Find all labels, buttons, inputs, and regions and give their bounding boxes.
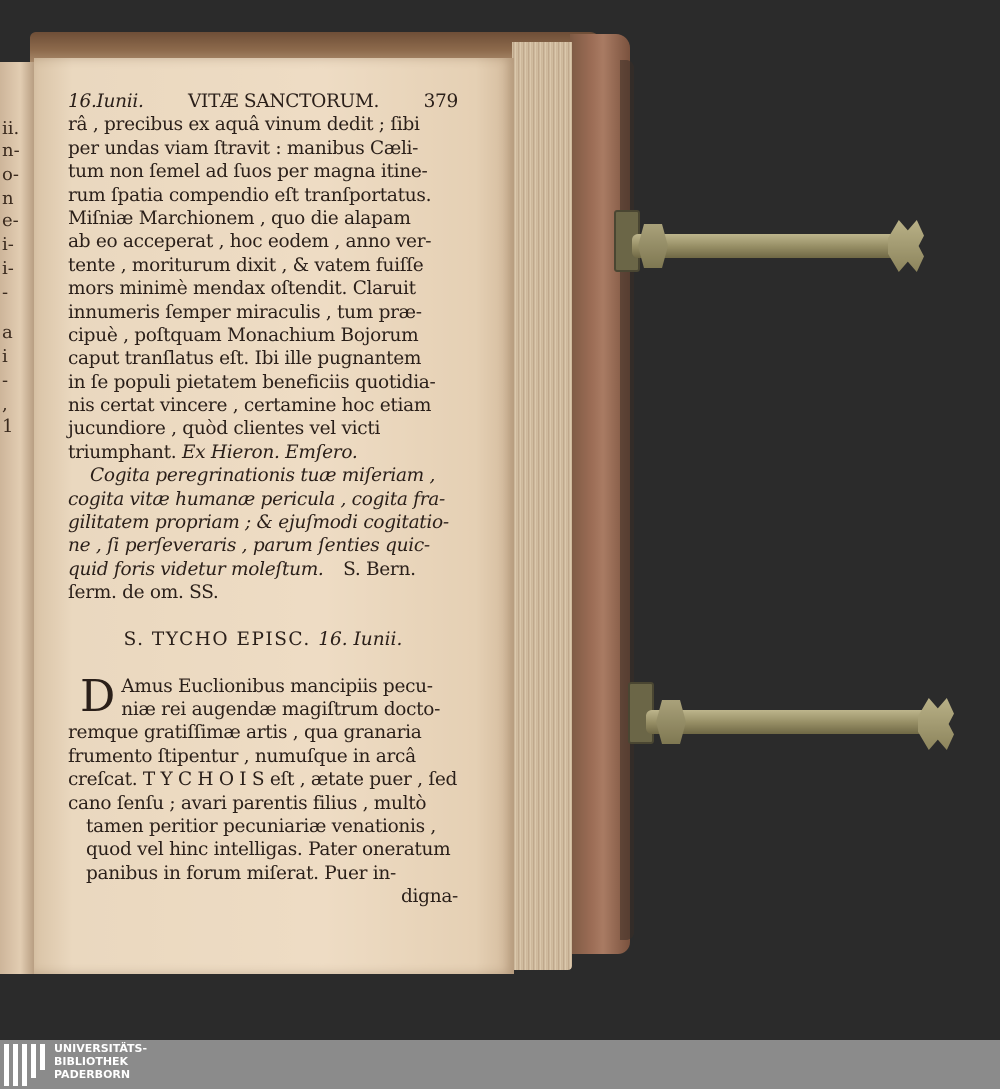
- page-number: 379: [423, 91, 458, 112]
- left-page-fragment: ,: [2, 394, 8, 415]
- library-name: [54, 1042, 147, 1081]
- running-head-title: VITÆ SANCTORUM.: [188, 91, 380, 112]
- quote-line: ne , ſi perſeveraris , parum ſenties quic-: [68, 535, 430, 557]
- section-heading-date: 16. Iunii.: [318, 628, 403, 650]
- running-head-date: 16.Iunii.: [68, 91, 144, 112]
- left-page-fragment: ii.: [2, 118, 20, 139]
- section-line: panibus in forum miſerat. Puer in-: [86, 862, 396, 884]
- body-line: tum non ſemel ad ſuos per magna itine-: [68, 161, 428, 183]
- body-line: in ſe populi pietatem beneficiis quotidia-: [68, 371, 436, 393]
- body-line: tente , moriturum dixit , & vatem fuiſſe: [68, 254, 424, 276]
- section-heading: [68, 625, 458, 655]
- quote-line-with-attribution: [68, 558, 458, 581]
- section-line: quod vel hinc intelligas. Pater oneratum: [86, 839, 451, 861]
- body-line: ab eo acceperat , hoc eodem , anno ver-: [68, 231, 432, 253]
- quote-attribution: S. Bern.: [343, 558, 416, 580]
- left-page-fragment: e-: [2, 210, 19, 231]
- body-line: mors minimè mendax oſtendit. Claruit: [68, 278, 416, 300]
- left-page-fragment: o-: [2, 164, 19, 185]
- body-line: nis certat vincere , certamine hoc etiam: [68, 395, 432, 417]
- left-page-fragment: 1: [2, 416, 14, 437]
- left-page-fragment: i: [2, 346, 8, 367]
- quote-attribution-2: ſerm. de om. SS.: [68, 582, 219, 604]
- body-line: innumeris ſemper miraculis , tum præ-: [68, 301, 422, 323]
- section-line: tamen peritior pecuniariæ venationis ,: [86, 815, 436, 837]
- source-line: [68, 441, 458, 464]
- section-line: Amus Euclionibus mancipiis pecu-: [121, 675, 433, 697]
- left-page-fragment: -: [2, 370, 9, 391]
- clasp-end: [918, 698, 954, 750]
- section-heading-title: S. TYCHO EPISC.: [123, 628, 311, 650]
- catchword: digna-: [401, 886, 458, 908]
- body-line: jucundiore , quòd clientes vel victi: [68, 418, 381, 440]
- left-page-fragment: a: [2, 322, 13, 343]
- library-footer: [0, 1040, 1000, 1089]
- clasp-bar: [646, 710, 928, 734]
- library-name-line: BIBLIOTHEK: [54, 1055, 129, 1068]
- left-page-fragment: -: [2, 282, 9, 303]
- page-edges: [512, 42, 572, 970]
- body-line: rum ſpatia compendio eſt tranſportatus.: [68, 184, 432, 206]
- left-page-fragment: i-: [2, 258, 14, 279]
- running-head: [68, 90, 458, 113]
- body-line: Miſniæ Marchionem , quo die alapam: [68, 207, 411, 229]
- library-logo-icon: [4, 1044, 48, 1086]
- clasp-knob: [638, 224, 668, 268]
- left-page-edge: [0, 62, 35, 974]
- quote-line: gilitatem propriam ; & ejuſmodi cogitatio-: [68, 512, 449, 534]
- page-text-block: [68, 90, 458, 909]
- initial-letter: D: [80, 674, 116, 722]
- section-line: frumento ſtipentur , numuſque in arcâ: [68, 745, 416, 767]
- clasp-end: [888, 220, 924, 272]
- left-page-fragment: i-: [2, 234, 14, 255]
- left-page-fragment: n: [2, 188, 14, 209]
- body-line: râ , precibus ex aquâ vinum dedit ; ſibi: [68, 114, 420, 136]
- section-line: niæ rei augendæ magiſtrum docto-: [121, 698, 441, 720]
- lower-clasp: [626, 680, 966, 766]
- quote-line: quid foris videtur moleſtum.: [68, 558, 324, 580]
- body-line: cipuè , poſtquam Monachium Bojorum: [68, 324, 419, 346]
- quote-line: cogita vitæ humanæ pericula , cogita fra-: [68, 488, 445, 510]
- library-name-line: UNIVERSITÄTS-: [54, 1042, 148, 1055]
- quote-line: Cogita peregrinationis tuæ miſeriam ,: [90, 465, 436, 487]
- left-page-fragment: n-: [2, 140, 20, 161]
- clasp-knob: [656, 700, 686, 744]
- section-line: cano ſenſu ; avari parentis filius , multò: [68, 792, 427, 814]
- cover-shadow: [620, 60, 634, 940]
- body-line: caput tranſlatus eſt. Ibi ille pugnantem: [68, 348, 422, 370]
- section-line: creſcat. T Y C H O I S eſt , ætate puer , ſed: [68, 769, 458, 791]
- body-line: per undas viam ſtravit : manibus Cæli-: [68, 137, 419, 159]
- source-text: triumphant.: [68, 441, 177, 463]
- section-line: remque gratiſſimæ artis , qua granaria: [68, 722, 422, 744]
- section-opening: [68, 675, 458, 722]
- upper-clasp: [612, 208, 942, 288]
- source-citation: Ex Hieron. Emſero.: [181, 441, 358, 463]
- library-name-line: PADERBORN: [54, 1068, 131, 1081]
- clasp-bar: [632, 234, 902, 258]
